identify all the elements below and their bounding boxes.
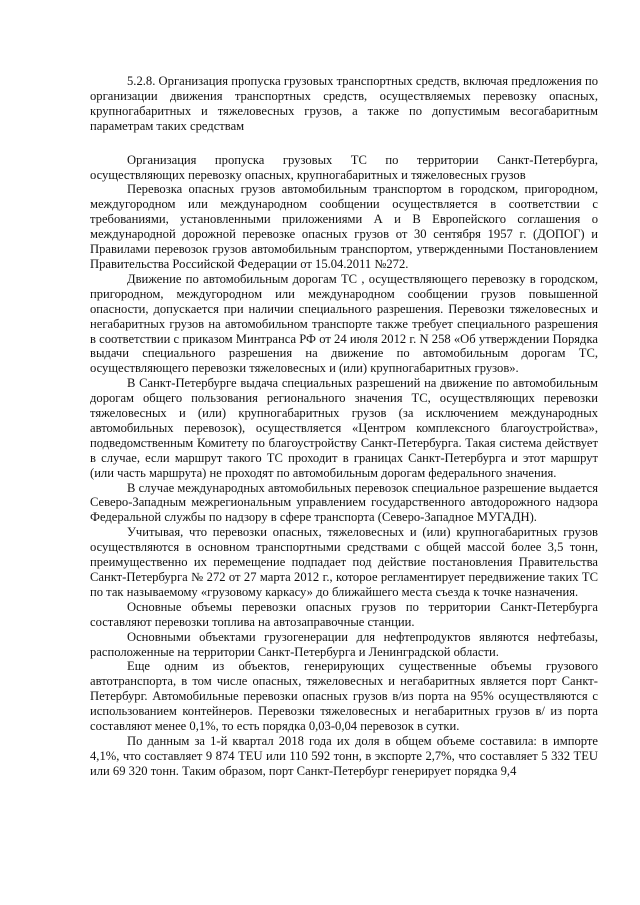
paragraph: Еще одним из объектов, генерирующих существенные объемы грузового автотранспорта, в том числе опасных, тяжеловесных и негабаритных является порт Санкт-Петербург. Автомобильные перевозки опасных грузов в/из порта на 95% осуществляются с использованием контейнеров. Перевозки тяжеловесных и негабаритных грузов в/ из порта составляют менее 0,1%, то есть порядка 0,03-0,04 перевозок в сутки. [90,659,598,734]
paragraph: В случае международных автомобильных перевозок специальное разрешение выдается Северо-Западным межрегиональным управлением государственного автодорожного надзора Федеральной службы по надзору в сфере транспорта (Северо-Западное МУГАДН). [90,480,598,525]
paragraph-subtitle: Организация пропуска грузовых ТС по территории Санкт-Петербурга, осуществляющих перевозку опасных, крупногабаритных и тяжеловесных грузов [90,152,598,182]
paragraph: Движение по автомобильным дорогам ТС , осуществляющего перевозку в городском, пригородном, междугородном или международном сообщении грузов повышенной опасности, допускается при наличии специального разрешения. Перевозки тяжеловесных и негабаритных грузов на автомобильном транспорте также требует специального разрешения в соответствии с приказом Минтранса РФ от 24 июля 2012 г. N 258 «Об утверждении Порядка выдачи специального разрешения на движение по автомобильным дорогам ТС, осуществляющего перевозки тяжеловесных и (или) крупногабаритных грузов». [90,271,598,376]
paragraph: Учитывая, что перевозки опасных, тяжеловесных и (или) крупногабаритных грузов осуществляются в основном транспортными средствами с общей массой более 3,5 тонн, преимущественно их перемещение подпадает под действие постановления Правительства Санкт-Петербурга № 272 от 27 марта 2012 г., которое регламентирует передвижение таких ТС по так называемому «грузовому каркасу» до ближайшего места съезда к точке назначения. [90,525,598,599]
paragraph: Основными объектами грузогенерации для нефтепродуктов являются нефтебазы, расположенные на территории Санкт-Петербурга и Ленинградской области. [90,629,598,659]
paragraph: По данным за 1-й квартал 2018 года их доля в общем объеме составила: в импорте 4,1%, что составляет 9 874 TEU или 110 592 тонн, в экспорте 2,7%, что составляет 5 332 TEU или 69 320 тонн. Таким образом, порт Санкт-Петербург генерирует порядка 9,4 [90,733,598,778]
section-heading: 5.2.8. Организация пропуска грузовых транспортных средств, включая предложения по организации движения транспортных средств, осуществляемых перевозку опасных, крупногабаритных и тяжеловесных грузов, а также по допустимым весогабаритным параметрам таких средствам [90,74,598,133]
document-body [90,74,598,779]
paragraph: Перевозка опасных грузов автомобильным транспортом в городском, пригородном, междугородном или международном сообщении осуществляется в соответствии с требованиями, установленными приложениями А и В Европейского соглашения о международной дорожной перевозке опасных грузов от 30 сентября 1957 г. (ДОПОГ) и Правилами перевозок грузов автомобильным транспортом, утвержденными Постановлением Правительства Российской Федерации от 15.04.2011 №272. [90,182,598,271]
paragraph: В Санкт-Петербурге выдача специальных разрешений на движение по автомобильным дорогам общего пользования регионального значения ТС, осуществляющих перевозки тяжеловесных и (или) крупногабаритных грузов (за исключением международных автомобильных перевозок), осуществляется «Центром комплексного благоустройства», подведомственным Комитету по благоустройству Санкт-Петербурга. Такая система действует в случае, если маршрут такого ТС проходит в границах Санкт-Петербурга и этот маршрут (или часть маршрута) не проходят по автомобильным дорогам федерального значения. [90,376,598,480]
paragraph: Основные объемы перевозки опасных грузов по территории Санкт-Петербурга составляют перевозки топлива на автозаправочные станции. [90,599,598,629]
